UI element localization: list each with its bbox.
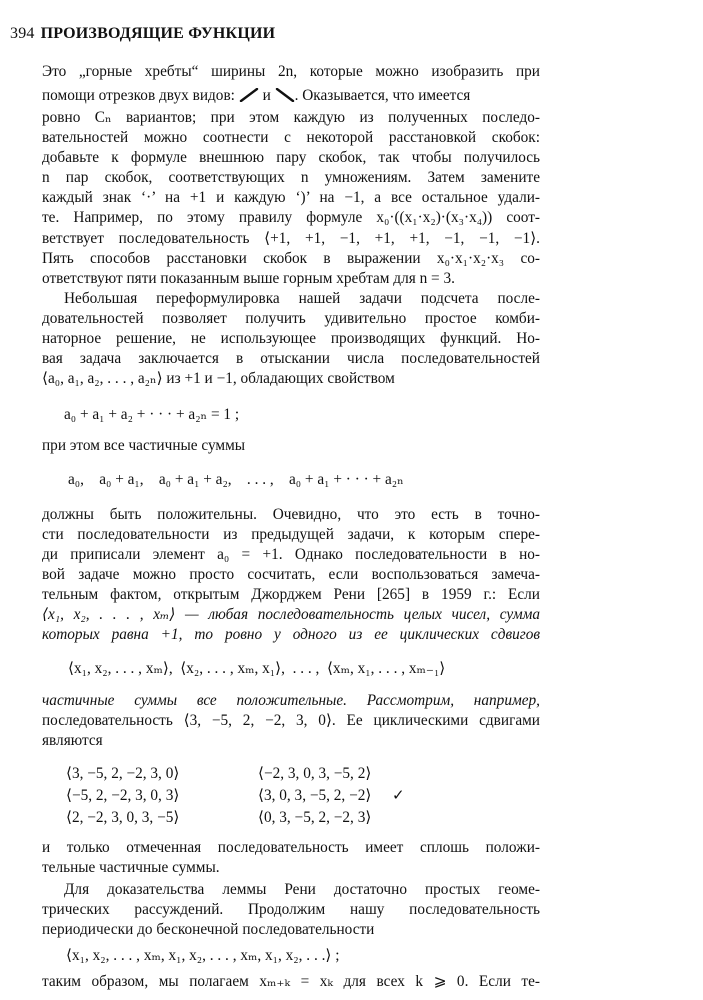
text-line: ровно Cₙ вариантов; при этом каждую из полученных последо- [42,109,540,126]
text-line: n пар скобок, соответствующих n умножениям. Затем замените [42,169,540,186]
text-span: . Оказывается, что имеется [294,87,471,104]
text-line: вая задача заключается в отыскании числа последовательностей [42,350,540,367]
text-line: тельным фактом, открытым Джорджем Рени [265] в 1959 г.: Если [42,586,540,603]
equation-sum: a₀ + a₁ + a₂ + · · · + a₂ₙ = 1 ; [64,406,240,423]
text-line: Для доказательства леммы Рени достаточно простых геоме- [64,881,540,898]
text-line: вой задаче можно просто сосчитать, если воспользоваться замеча- [42,566,540,583]
text-line: последовательность ⟨3, −5, 2, −2, 3, 0⟩. Ее циклическими сдвигами [42,712,540,729]
shift-right-3: ⟨0, 3, −5, 2, −2, 3⟩ [258,809,372,826]
text-line [42,86,540,106]
page-header [10,25,275,43]
up-segment-icon [239,88,259,102]
text-line: трических рассуждений. Продолжим нашу последовательность [42,901,540,918]
text-line: и только отмеченная последовательность имеет сплошь положи- [42,839,540,856]
shift-right-1: ⟨−2, 3, 0, 3, −5, 2⟩ [258,765,372,782]
text-line: при этом все частичные суммы [42,437,246,454]
equation-partial-sums: a₀, a₀ + a₁, a₀ + a₁ + a₂, . . . , a₀ + a₁ + · · · + a₂ₙ [68,471,404,488]
text-line: наторное решение, не использующее производящих функций. Но- [42,330,540,347]
text-line: частичные суммы все положительные. Рассмотрим, например, [42,692,540,709]
text-line: Это „горные хребты“ ширины 2n, которые можно изобразить при [42,63,540,80]
text-line: вательностей можно соотнести с некоторой расстановкой скобок: [42,129,540,146]
text-line: Небольшая переформулировка нашей задачи подсчета после- [64,290,540,307]
text-span: и [262,87,271,104]
text-line: ⟨a₀, a₁, a₂, . . . , a₂ₙ⟩ из +1 и −1, обладающих свойством [42,370,395,387]
text-line: должны быть положительны. Очевидно, что это есть в точно- [42,506,540,523]
text-span: помощи отрезков двух видов: [42,87,235,104]
equation-periodic: ⟨x₁, x₂, . . . , xₘ, x₁, x₂, . . . , xₘ, x₁, x₂, . . .⟩ ; [66,947,340,964]
text-line: сти последовательности из предыдущей задачи, к которым спере- [42,526,540,543]
text-line: являются [42,732,103,749]
text-line: ⟨x₁, x₂, . . . , xₘ⟩ — любая последовательность целых чисел, сумма [42,606,540,623]
text-line: Пять способов расстановки скобок в выражении x₀·x₁·x₂·x₃ со- [42,250,540,267]
text-line: добавьте к формуле внешнюю пару скобок, так чтобы получилось [42,149,540,166]
chapter-title: ПРОИЗВОДЯЩИЕ ФУНКЦИИ [40,25,276,42]
page-number: 394 [10,25,35,42]
text-line: каждый знак ‘·’ на +1 и каждую ‘)’ на −1, а все остальное удали- [42,189,540,206]
equation-cyclic-shifts: ⟨x₁, x₂, . . . , xₘ⟩, ⟨x₂, . . . , xₘ, x₁⟩, . . . , ⟨xₘ, x₁, . . . , xₘ₋₁⟩ [68,660,446,677]
text-line: ответствуют пяти показанным выше горным хребтам для n = 3. [42,270,455,287]
text-line: ди приписали элемент a₀ = +1. Однако последовательности в но- [42,546,540,563]
checkmark-icon: ✓ [392,788,405,804]
shift-right-2: ⟨3, 0, 3, −5, 2, −2⟩ [258,787,372,804]
text-line: которых равна +1, то ровно у одного из ее циклических сдвигов [42,626,540,643]
text-line: те. Например, по этому правилу формуле x₀·((x₁·x₂)·(x₃·x₄)) соот- [42,209,540,226]
shift-left-2: ⟨−5, 2, −2, 3, 0, 3⟩ [66,787,180,804]
shift-left-1: ⟨3, −5, 2, −2, 3, 0⟩ [66,765,180,782]
down-segment-icon [275,88,295,102]
text-line: тельные частичные суммы. [42,859,220,876]
text-line: периодически до бесконечной последовательности [42,921,375,938]
shift-left-3: ⟨2, −2, 3, 0, 3, −5⟩ [66,809,180,826]
text-line: довательностей позволяет получить удивительно простое комби- [42,310,540,327]
text-line: таким образом, мы полагаем xₘ₊ₖ = xₖ для всех k ⩾ 0. Если те- [42,973,540,990]
text-line: ветствует последовательность ⟨+1, +1, −1, +1, +1, −1, −1, −1⟩. [42,230,540,247]
